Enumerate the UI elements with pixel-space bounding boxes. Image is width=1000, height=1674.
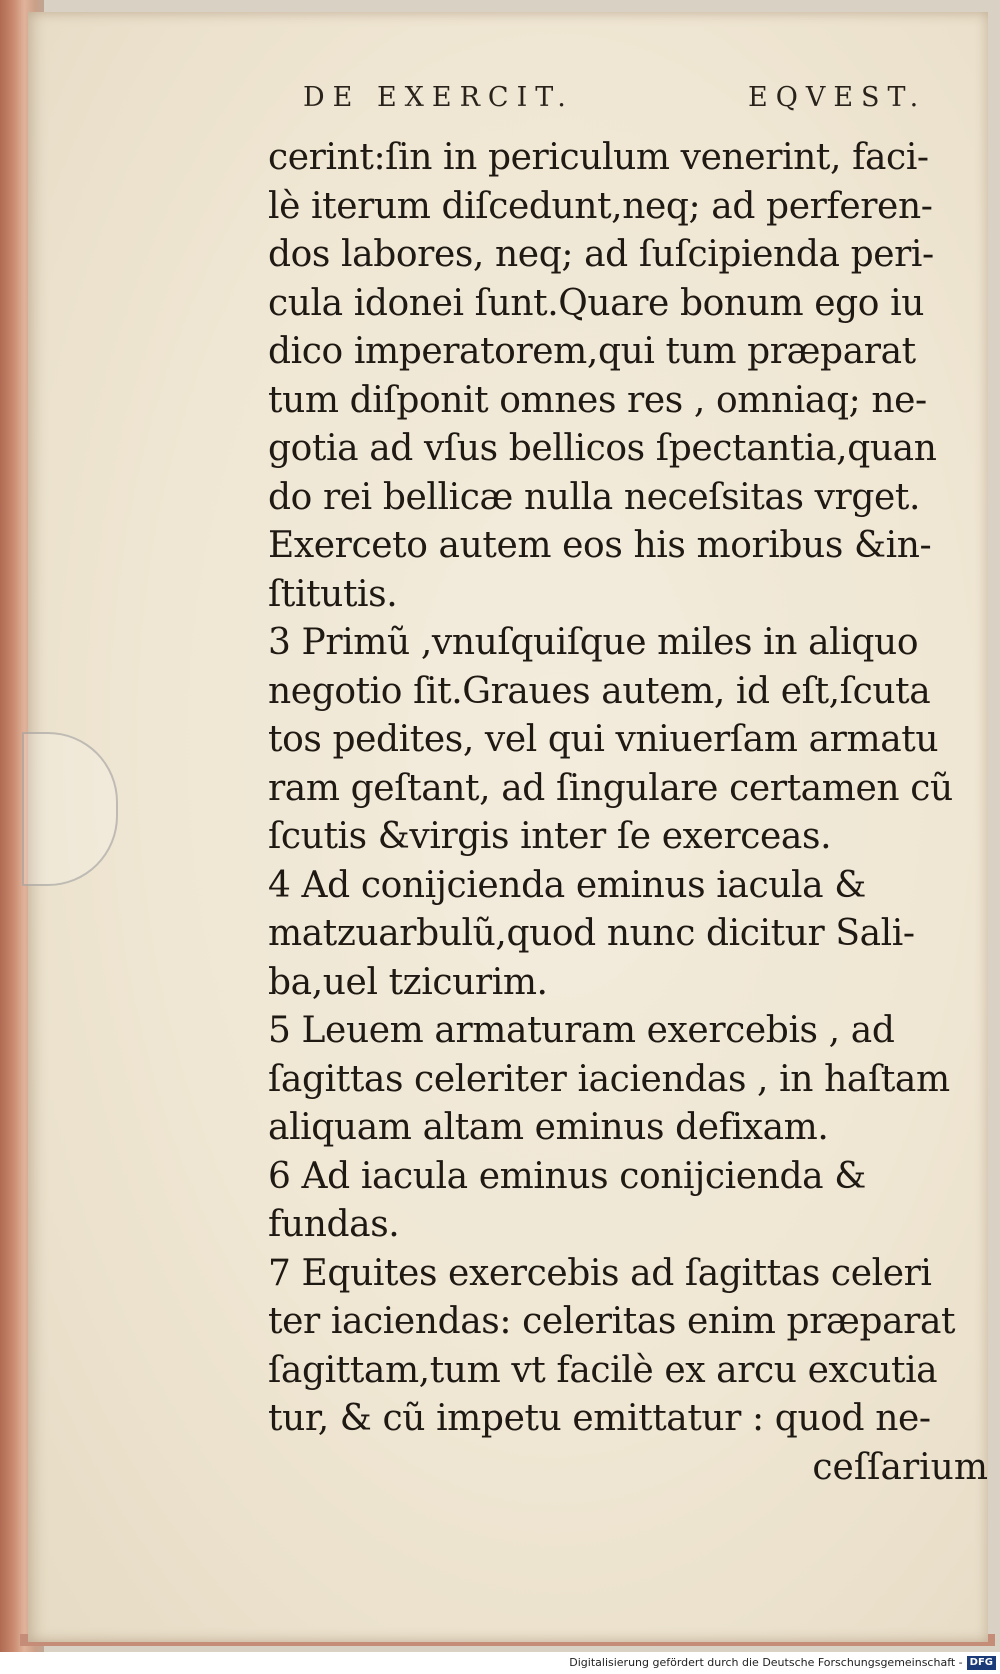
running-head-right: EQVEST. xyxy=(748,82,927,113)
text-line: 6 Ad iacula eminus conijcienda & xyxy=(268,1155,866,1197)
text-line: lè iterum diſcedunt,neq; ad perferen- xyxy=(268,185,933,227)
book-page xyxy=(28,12,988,1642)
text-line: dos labores, neq; ad ſuſcipienda peri- xyxy=(268,234,934,275)
clip-mark xyxy=(22,732,118,886)
dfg-logo: DFG xyxy=(967,1656,996,1670)
text-line: ſcutis &virgis inter ſe exerceas. xyxy=(268,816,832,857)
text-line: ſagittam,tum vt facilè ex arcu excutia xyxy=(268,1349,938,1391)
text-line: matzuarbulũ,quod nunc dicitur Sali- xyxy=(268,913,915,954)
text-line: ram geſtant, ad ſingulare certamen cũ xyxy=(268,767,953,809)
text-line: 5 Leuem armaturam exercebis , ad xyxy=(268,1010,895,1051)
digitization-footer xyxy=(0,1652,1000,1674)
text-line: fundas. xyxy=(268,1204,400,1245)
running-head xyxy=(303,82,963,122)
footer-text: Digitalisierung gefördert durch die Deutsche Forschungsgemeinschaft - xyxy=(569,1656,963,1669)
text-line: ſtitutis. xyxy=(268,573,398,615)
text-line: negotio ſit.Graues autem, id eſt,ſcuta xyxy=(268,670,931,712)
text-line: tum diſponit omnes res , omniaq; ne- xyxy=(268,379,927,421)
text-line: 4 Ad conijcienda eminus iacula & xyxy=(268,864,866,906)
text-line: ſagittas celeriter iaciendas , in haſtam xyxy=(268,1058,950,1100)
text-line: 3 Primũ ,vnuſquiſque miles in aliquo xyxy=(268,622,919,663)
text-line: Exerceto autem eos his moribus &in- xyxy=(268,525,932,566)
text-line: ba,uel tzicurim. xyxy=(268,961,548,1003)
text-line: dico imperatorem,qui tum præparat xyxy=(268,331,916,372)
text-line: tur, & cũ impetu emittatur : quod ne- xyxy=(268,1398,931,1439)
running-head-left: DE EXERCIT. xyxy=(303,82,574,113)
text-line: tos pedites, vel qui vniuerſam armatu xyxy=(268,719,939,760)
text-line: 7 Equites exercebis ad ſagittas celeri xyxy=(268,1252,932,1294)
text-line: gotia ad vſus bellicos ſpectantia,quan xyxy=(268,428,937,469)
text-line: aliquam altam eminus defixam. xyxy=(268,1107,829,1148)
text-line: cula idonei ſunt.Quare bonum ego iu xyxy=(268,282,925,324)
text-line: cerint:ſin in periculum venerint, faci- xyxy=(268,137,929,178)
text-line: ter iaciendas: celeritas enim præparat xyxy=(268,1301,956,1342)
catchword: ceſſarium xyxy=(812,1446,988,1488)
text-line: do rei bellicæ nulla neceſsitas vrget. xyxy=(268,476,920,518)
